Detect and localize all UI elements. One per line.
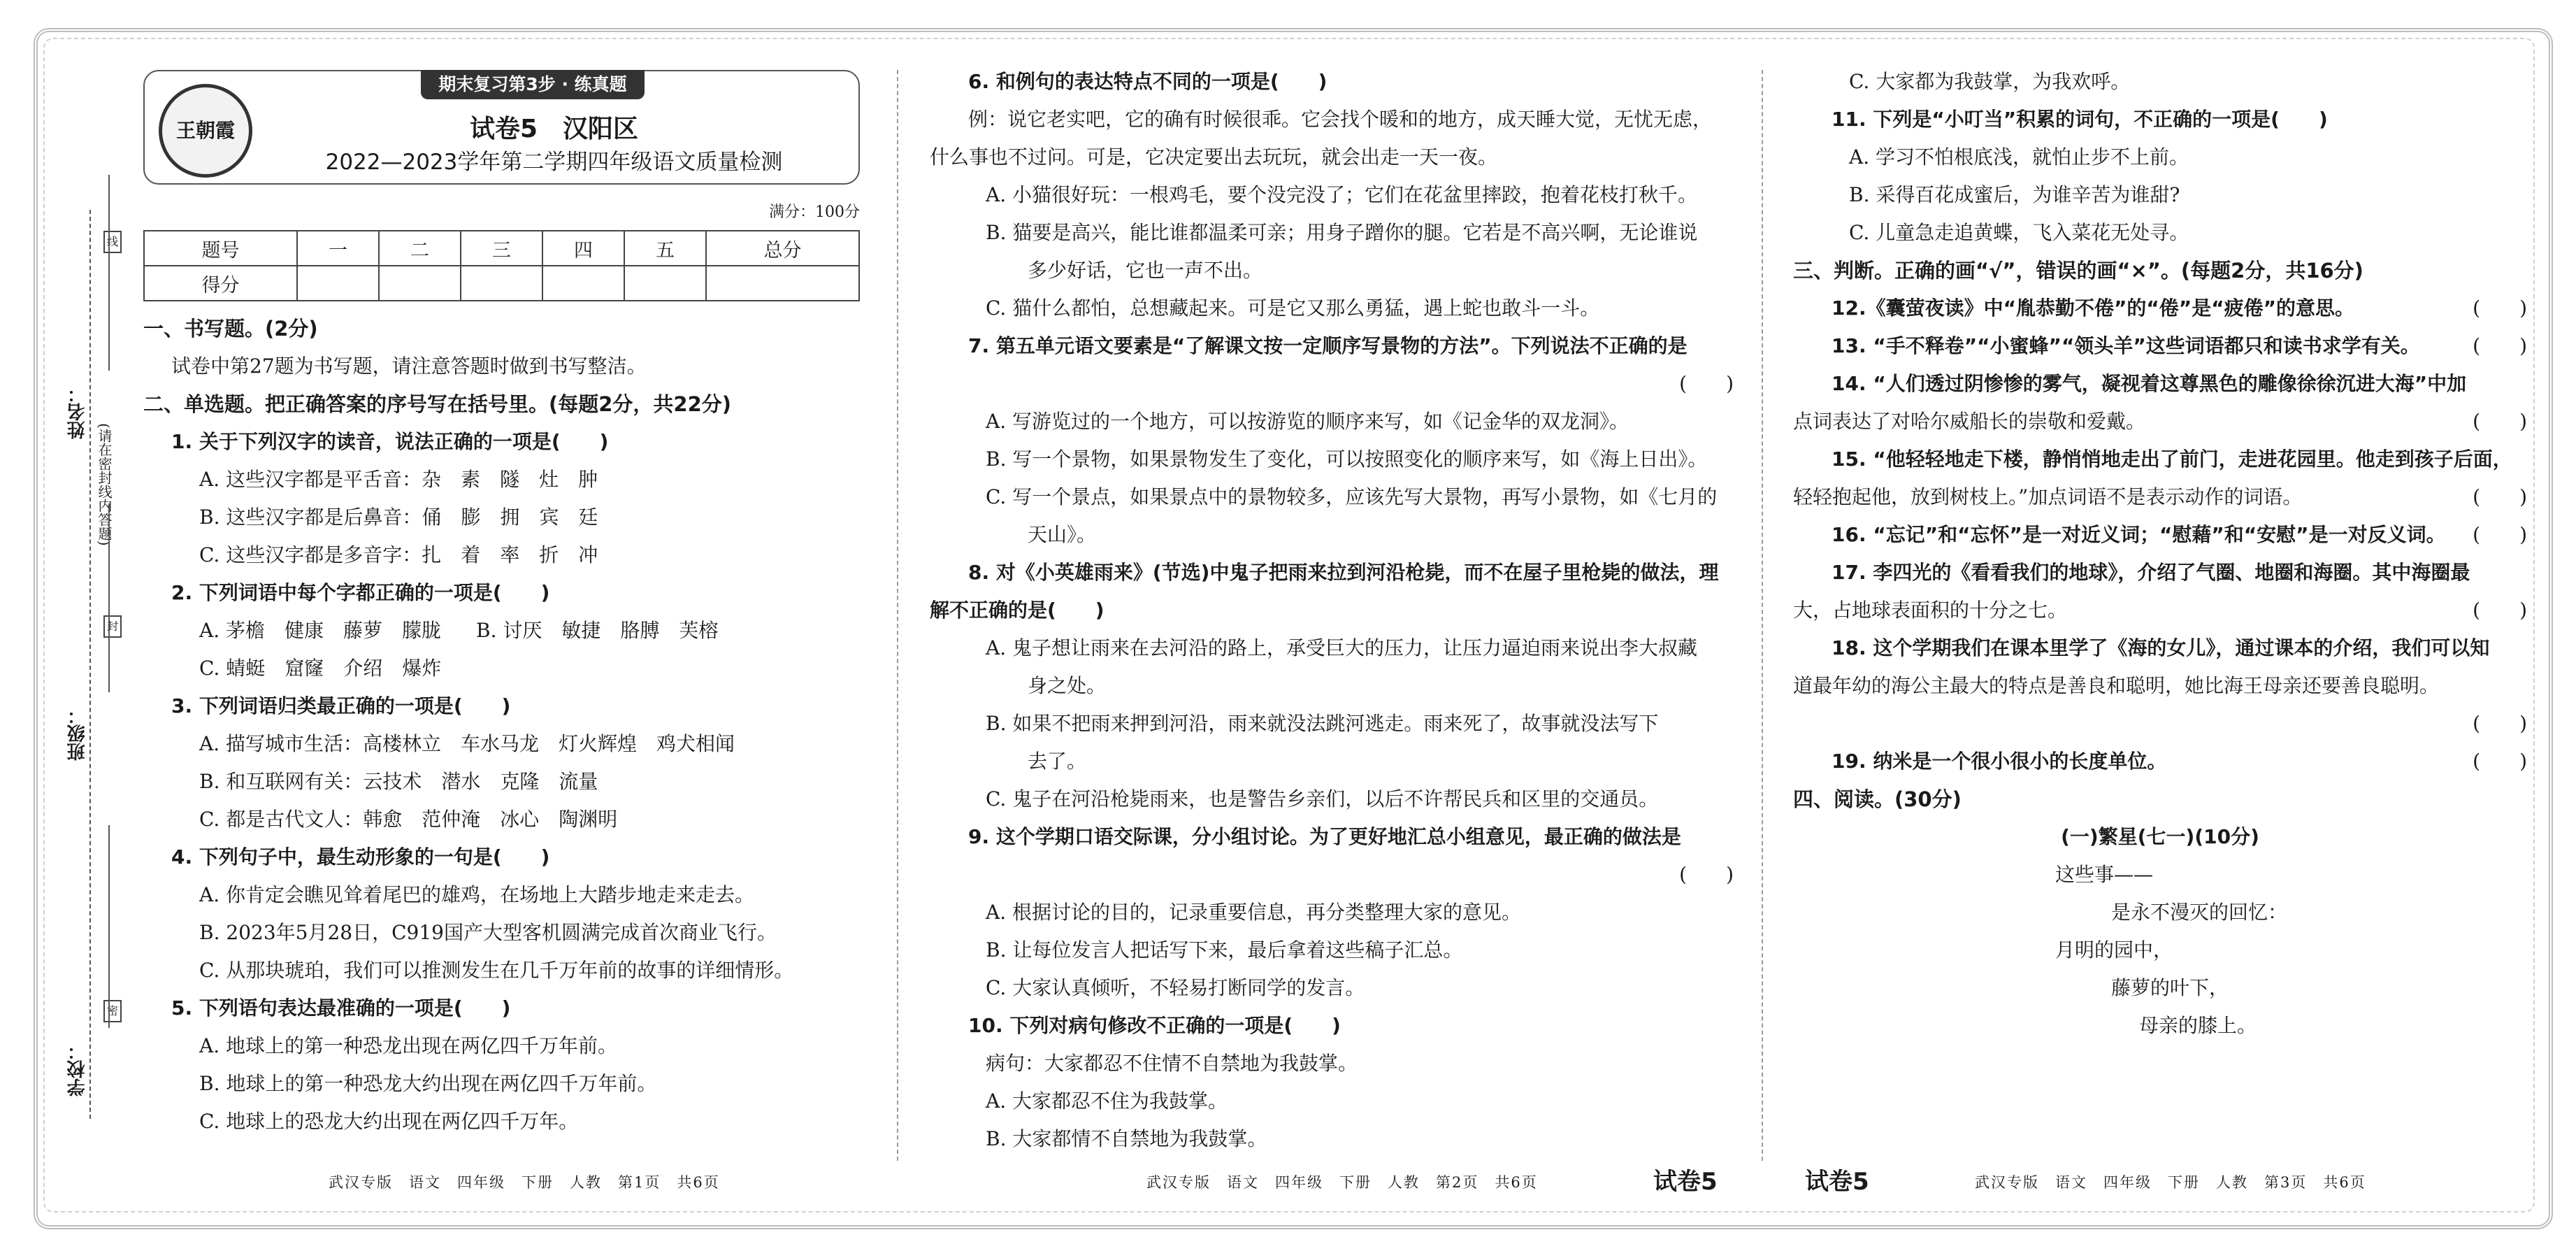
- section-heading: 三、判断。正确的画“√”，错误的画“×”。(每题2分，共16分): [1793, 259, 2363, 283]
- option: A. 小猫很好玩：一根鸡毛，要个没完没了；它们在花盆里摔跤，抱着花枝打秋千。: [986, 183, 1698, 206]
- option: A. 学习不怕根底浅，就怕止步不上前。: [1849, 145, 2189, 169]
- poem-line: 母亲的膝上。: [2139, 1014, 2257, 1037]
- option: A. 大家都忍不住为我鼓掌。: [986, 1089, 1228, 1113]
- publisher-logo: [159, 84, 252, 178]
- option: C. 鬼子在河沿枪毙雨来，也是警告乡亲们，以后不许帮民兵和区里的交通员。: [986, 787, 1659, 810]
- option: C. 大家都为我鼓掌，为我欢呼。: [1849, 70, 2131, 93]
- sick-sentence: 病句：大家都忍不住情不自禁地为我鼓掌。: [986, 1052, 1358, 1075]
- page-footer: 武汉专版 语文 四年级 下册 人教 第2页 共6页: [1146, 1174, 1538, 1191]
- reading-title: (一)繁星(七一)(10分): [2061, 825, 2259, 848]
- score-cell: 三: [461, 231, 542, 266]
- judge-row: [1793, 410, 2527, 434]
- option: B. 采得百花成蜜后，为谁辛苦为谁甜?: [1849, 183, 2180, 206]
- exam-subtitle: 2022—2023学年第二学期四年级语文质量检测: [325, 150, 783, 175]
- answer-paren[interactable]: ( ): [2473, 599, 2527, 622]
- class-label: 班级：: [67, 706, 88, 761]
- score-cell: 五: [624, 231, 706, 266]
- answer-paren[interactable]: ( ): [1679, 863, 1734, 886]
- seal-mark: 线: [103, 231, 122, 253]
- option: B. 2023年5月28日，C919国产大型客机圆满完成首次商业飞行。: [199, 921, 777, 944]
- page-3: [1793, 70, 2527, 1052]
- answer-paren-row: [1793, 712, 2527, 736]
- school-label: 学校：: [67, 1042, 88, 1096]
- option: A. 茅檐 健康 藤萝 朦胧: [199, 619, 442, 642]
- poem-line: 是永不漫灭的回忆：: [2111, 901, 2288, 924]
- score-input[interactable]: [297, 266, 379, 301]
- question: 11. 下列是“小叮当”积累的词句，不正确的一项是( ): [1832, 108, 2328, 131]
- poem-line: 这些事——: [2055, 863, 2154, 886]
- score-cell: 二: [379, 231, 461, 266]
- option: B. 让每位发言人把话写下来，最后拿着这些稿子汇总。: [986, 938, 1463, 962]
- judge-question-continued: 点词表达了对哈尔威船长的崇敬和爱戴。: [1793, 410, 2146, 433]
- option: A. 鬼子想让雨来在去河沿的路上，承受巨大的压力，让压力逼迫雨来说出李大叔藏: [986, 636, 1698, 659]
- score-input[interactable]: [542, 266, 624, 301]
- judge-question-continued: 轻轻抱起他，放到树枝上。”加点词语不是表示动作的词语。: [1793, 485, 2303, 508]
- example-text: 例：说它老实吧，它的确有时候很乖。它会找个暖和的地方，成天睡大觉，无忧无虑，: [968, 108, 1713, 131]
- judge-question: 13. “手不释卷”“小蜜蜂”“领头羊”这些词语都只和读书求学有关。: [1832, 334, 2420, 357]
- name-label: 姓名：: [67, 385, 88, 439]
- question: 3. 下列词语归类最正确的一项是( ): [171, 694, 511, 717]
- judge-question: 15. “他轻轻地走下楼，静悄悄地走出了前门，走进花园里。他走到孩子后面，: [1832, 448, 2512, 471]
- question: 2. 下列词语中每个字都正确的一项是( ): [171, 581, 550, 604]
- full-score: 满分：100分: [769, 203, 860, 221]
- answer-paren-row: [930, 372, 1734, 396]
- question: 8. 对《小英雄雨来》(节选)中鬼子把雨来拉到河沿枪毙，而不在屋子里枪毙的做法，理: [968, 561, 1719, 584]
- option: B. 地球上的第一种恐龙大约出现在两亿四千万年前。: [199, 1072, 657, 1095]
- option: B. 猫要是高兴，能比谁都温柔可亲；用身子蹭你的腿。它若是不高兴啊，无论谁说: [986, 221, 1698, 244]
- score-input[interactable]: [624, 266, 706, 301]
- page-footer: 武汉专版 语文 四年级 下册 人教 第3页 共6页: [1975, 1174, 2366, 1191]
- score-cell: 总分: [706, 231, 859, 266]
- option-continued: 多少好话，它也一声不出。: [1028, 259, 1263, 282]
- question: 1. 关于下列汉字的读音，说法正确的一项是( ): [171, 430, 609, 453]
- judge-question-continued: 大，占地球表面积的十分之七。: [1793, 599, 2068, 622]
- option: C. 猫什么都怕，总想藏起来。可是它又那么勇猛，遇上蛇也敢斗一斗。: [986, 296, 1600, 320]
- score-cell: 一: [297, 231, 379, 266]
- score-input[interactable]: [461, 266, 542, 301]
- question: 9. 这个学期口语交际课，分小组讨论。为了更好地汇总小组意见，最正确的做法是: [968, 825, 1681, 848]
- answer-paren[interactable]: ( ): [2473, 410, 2527, 433]
- question: 7. 第五单元语文要素是“了解课文按一定顺序写景物的方法”。下列说法不正确的是: [968, 334, 1688, 357]
- answer-paren-row: [930, 863, 1734, 887]
- section-heading: 一、书写题。(2分): [143, 317, 318, 341]
- question: 10. 下列对病句修改不正确的一项是( ): [968, 1014, 1341, 1037]
- option: A. 这些汉字都是平舌音：杂 素 隧 灶 肿: [199, 468, 598, 491]
- column-divider: [897, 70, 898, 1161]
- judge-question-continued: 道最年幼的海公主最大的特点是善良和聪明，她比海王母亲还要善良聪明。: [1793, 674, 2440, 697]
- score-input[interactable]: [706, 266, 859, 301]
- question: 6. 和例句的表达特点不同的一项是( ): [968, 70, 1327, 93]
- score-cell: 题号: [144, 231, 297, 266]
- judge-question: 12.《囊萤夜读》中“胤恭勤不倦”的“倦”是“疲倦”的意思。: [1832, 296, 2355, 320]
- answer-paren[interactable]: ( ): [2473, 712, 2527, 735]
- option: A. 写游览过的一个地方，可以按游览的顺序来写，如《记金华的双龙洞》。: [986, 410, 1629, 433]
- option: C. 蜻蜓 窟窿 介绍 爆炸: [199, 657, 442, 680]
- section-text: 试卷中第27题为书写题，请注意答题时做到书写整洁。: [171, 355, 647, 378]
- option: A. 你肯定会瞧见耸着尾巴的雄鸡，在场地上大踏步地走来走去。: [199, 883, 755, 906]
- question: 5. 下列语句表达最准确的一项是( ): [171, 996, 511, 1020]
- question-continued: 解不正确的是( ): [930, 599, 1104, 622]
- option-row: [143, 619, 860, 643]
- seal-mark: 密: [103, 1000, 122, 1022]
- option: B. 讨厌 敏捷 胳膊 芙榕: [476, 619, 719, 642]
- judge-row: [1793, 296, 2527, 320]
- judge-row: [1793, 750, 2527, 773]
- answer-paren[interactable]: ( ): [2473, 485, 2527, 508]
- section-heading: 二、单选题。把正确答案的序号写在括号里。(每题2分，共22分): [143, 392, 732, 416]
- option: B. 这些汉字都是后鼻音：俑 膨 拥 宾 廷: [199, 506, 598, 529]
- answer-paren[interactable]: ( ): [2473, 334, 2527, 357]
- seal-mark: 封: [103, 615, 122, 638]
- paper-number: 试卷5: [1653, 1168, 1718, 1196]
- score-table: [143, 230, 860, 301]
- name-field[interactable]: [108, 175, 110, 371]
- judge-question: 18. 这个学期我们在课本里学了《海的女儿》，通过课本的介绍，我们可以知: [1832, 636, 2490, 659]
- judge-question: 19. 纳米是一个很小很小的长度单位。: [1832, 750, 2167, 773]
- seal-note: (请在密封线内答题): [96, 423, 113, 546]
- judge-question: 17. 李四光的《看看我们的地球》，介绍了气圈、地圈和海圈。其中海圈最: [1832, 561, 2470, 584]
- judge-question: 14. “人们透过阴惨惨的雾气，凝视着这尊黑色的雕像徐徐沉进大海”中加: [1832, 372, 2467, 395]
- option: B. 和互联网有关：云技术 潜水 克隆 流量: [199, 770, 598, 793]
- score-row-values: [144, 266, 859, 301]
- answer-paren[interactable]: ( ): [2473, 296, 2527, 320]
- option-continued: 身之处。: [1028, 674, 1107, 697]
- step-tag: 期末复习第3步 · 练真题: [421, 70, 645, 99]
- score-row-header: [144, 231, 859, 266]
- judge-row: [1793, 599, 2527, 622]
- option: B. 写一个景物，如果景物发生了变化，可以按照变化的顺序来写，如《海上日出》。: [986, 448, 1708, 471]
- page-1: [143, 70, 860, 1148]
- option-continued: 去了。: [1028, 750, 1087, 773]
- option: C. 写一个景点，如果景点中的景物较多，应该先写大景物，再写小景物，如《七月的: [986, 485, 1718, 508]
- judge-question: 16. “忘记”和“忘怀”是一对近义词；“慰藉”和“安慰”是一对反义词。: [1832, 523, 2446, 546]
- page-footer: 武汉专版 语文 四年级 下册 人教 第1页 共6页: [329, 1174, 720, 1191]
- poem-line: 月明的园中，: [2055, 938, 2173, 962]
- option: B. 如果不把雨来押到河沿，雨来就没法跳河逃走。雨来死了，故事就没法写下: [986, 712, 1659, 735]
- option: C. 儿童急走追黄蝶，飞入菜花无处寻。: [1849, 221, 2189, 244]
- column-divider: [1762, 70, 1763, 1161]
- score-cell: 得分: [144, 266, 297, 301]
- poem-line: 藤萝的叶下，: [2111, 976, 2229, 999]
- class-field[interactable]: [108, 503, 110, 692]
- exam-header: [143, 70, 860, 185]
- option: A. 描写城市生活：高楼林立 车水马龙 灯火辉煌 鸡犬相闻: [199, 732, 735, 755]
- option: C. 地球上的恐龙大约出现在两亿四千万年。: [199, 1110, 579, 1133]
- option-continued: 天山》。: [1028, 523, 1097, 546]
- answer-paren[interactable]: ( ): [2473, 523, 2527, 546]
- logo-text: 王朝霞: [175, 119, 235, 142]
- question: 4. 下列句子中，最生动形象的一句是( ): [171, 845, 550, 868]
- seal-line: [89, 210, 91, 1119]
- score-input[interactable]: [379, 266, 461, 301]
- option: C. 大家认真倾听，不轻易打断同学的发言。: [986, 976, 1365, 999]
- answer-paren[interactable]: ( ): [2473, 750, 2527, 773]
- page-2: [930, 70, 1734, 1165]
- school-field[interactable]: [108, 825, 110, 1028]
- answer-paren[interactable]: ( ): [1679, 372, 1734, 395]
- judge-row: [1793, 334, 2527, 358]
- option: B. 大家都情不自禁地为我鼓掌。: [986, 1127, 1267, 1150]
- paper-number: 试卷5: [1805, 1168, 1869, 1196]
- example-text: 什么事也不过问。可是，它决定要出去玩玩，就会出走一天一夜。: [930, 145, 1498, 169]
- judge-row: [1793, 523, 2527, 547]
- option: A. 根据讨论的目的，记录重要信息，再分类整理大家的意见。: [986, 901, 1522, 924]
- option: C. 从那块琥珀，我们可以推测发生在几千万年前的故事的详细情形。: [199, 959, 794, 982]
- exam-title: 试卷5 汉阳区: [469, 115, 639, 143]
- score-cell: 四: [542, 231, 624, 266]
- option: A. 地球上的第一种恐龙出现在两亿四千万年前。: [199, 1034, 618, 1057]
- judge-row: [1793, 485, 2527, 509]
- option: C. 都是古代文人：韩愈 范仲淹 冰心 陶渊明: [199, 808, 618, 831]
- section-heading: 四、阅读。(30分): [1793, 787, 1962, 811]
- option: C. 这些汉字都是多音字：扎 着 率 折 冲: [199, 543, 598, 566]
